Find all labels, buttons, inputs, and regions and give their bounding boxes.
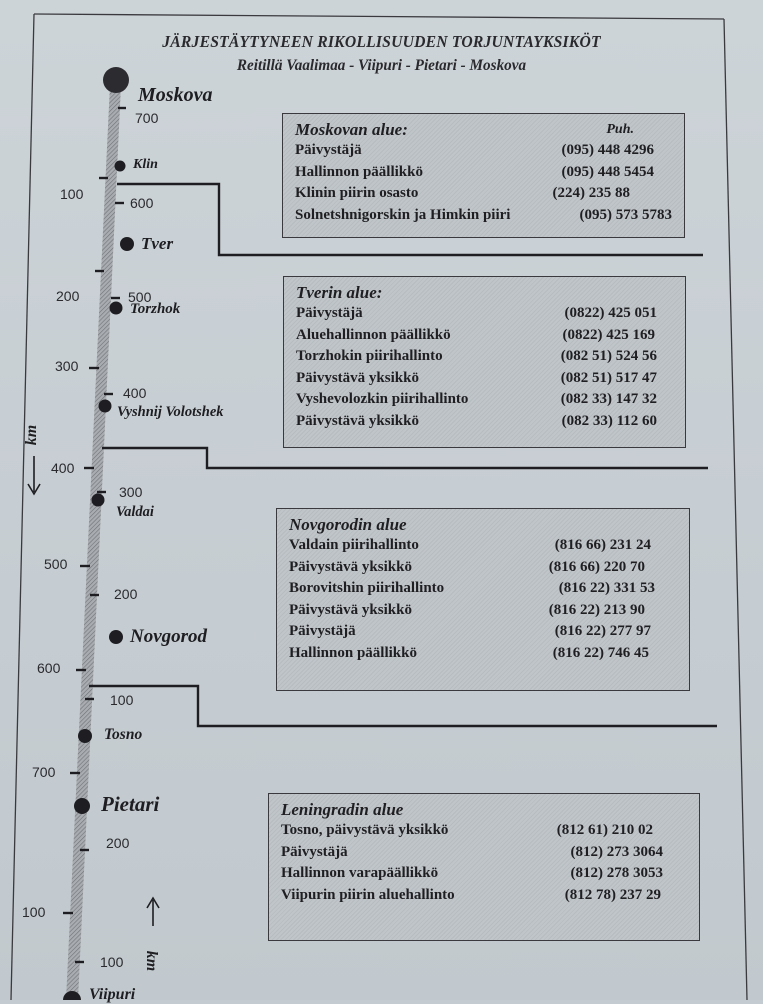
region-title: Tverin alue: xyxy=(296,283,383,302)
km-label-left: 700 xyxy=(32,764,56,780)
page-title: JÄRJESTÄYTYNEEN RIKOLLISUUDEN TORJUNTAYKSIKÖT xyxy=(162,32,601,51)
contact-phone: (082 33) 147 32 xyxy=(560,391,657,407)
city-label-klin: Klin xyxy=(133,157,158,172)
city-dot-tosno xyxy=(78,729,92,743)
contact-phone: (812) 273 3064 xyxy=(570,843,663,860)
contact-label: Borovitshin piirihallinto xyxy=(289,580,445,596)
contact-label: Hallinnon päällikkö xyxy=(289,644,417,661)
contact-row xyxy=(289,643,677,665)
contact-phone: (0822) 425 169 xyxy=(562,326,655,343)
km-unit-left: km xyxy=(23,424,41,446)
city-dot-vyshnij-volotshek xyxy=(99,400,112,413)
contact-phone: (816 22) 213 90 xyxy=(548,601,645,618)
contact-phone: (082 51) 517 47 xyxy=(560,369,657,386)
region-box-novgorod xyxy=(276,508,690,691)
km-label-right: 400 xyxy=(123,385,147,401)
contact-phone: (095) 448 4296 xyxy=(561,142,654,158)
contact-row xyxy=(296,303,673,325)
km-label-left: 200 xyxy=(56,288,80,304)
contact-row xyxy=(281,863,687,885)
city-dot-novgorod xyxy=(109,630,123,644)
frame-right-border xyxy=(724,19,747,1000)
contact-label: Klinin piirin osasto xyxy=(295,185,419,201)
page-subtitle: Reitillä Vaalimaa - Viipuri - Pietari - Moskova xyxy=(236,57,527,74)
km-label-left: 100 xyxy=(60,186,84,202)
region-title: Moskovan alue: xyxy=(295,120,408,139)
city-dot-valdai xyxy=(92,494,105,507)
contact-row xyxy=(296,411,673,433)
contact-label: Päivystäjä xyxy=(289,623,356,639)
region-title: Novgorodin alue xyxy=(289,515,407,534)
contact-label: Päivystäjä xyxy=(295,142,362,158)
contact-phone: (816 22) 277 97 xyxy=(554,623,651,639)
km-label-left: 500 xyxy=(44,556,68,572)
city-dot-pietari xyxy=(74,798,90,814)
city-label-torzhok: Torzhok xyxy=(130,301,181,317)
contact-row xyxy=(295,183,672,205)
km-label-right: 100 xyxy=(110,692,134,708)
contact-label: Hallinnon varapäällikkö xyxy=(281,865,439,881)
city-label-pietari: Pietari xyxy=(101,792,160,816)
contact-row xyxy=(289,621,677,643)
contact-phone: (812) 278 3053 xyxy=(570,865,663,881)
contact-phone: (816 22) 746 45 xyxy=(552,644,649,661)
region-box-tver xyxy=(283,276,686,448)
contact-phone: (082 33) 112 60 xyxy=(561,412,657,429)
region-box-leningrad xyxy=(268,793,700,941)
contact-phone: (095) 448 5454 xyxy=(561,163,654,180)
frame-top-border xyxy=(34,14,724,19)
city-label-moskova: Moskova xyxy=(138,84,213,106)
km-label-right: 100 xyxy=(100,954,124,970)
km-label-right: 500 xyxy=(128,289,152,305)
contact-row xyxy=(295,205,672,227)
contact-row xyxy=(296,346,673,368)
contact-label: Valdain piirihallinto xyxy=(289,537,419,553)
km-label-left: 400 xyxy=(51,460,75,476)
contact-phone: (082 51) 524 56 xyxy=(560,348,657,364)
contact-phone: (095) 573 5783 xyxy=(579,206,672,223)
contact-label: Päivystävä yksikkö xyxy=(289,601,412,618)
divider-novgorod-leningrad xyxy=(89,686,717,726)
km-label-right: 300 xyxy=(119,484,143,500)
city-label-viipuri: Viipuri xyxy=(89,986,136,1003)
region-title: Leningradin alue xyxy=(281,800,404,819)
contact-phone: (812 61) 210 02 xyxy=(556,822,653,838)
contact-label: Päivystäjä xyxy=(296,305,363,321)
contact-label: Vyshevolozkin piirihallinto xyxy=(296,391,469,407)
contact-phone: (224) 235 88 xyxy=(552,185,630,201)
contact-label: Tosno, päivystävä yksikkö xyxy=(281,822,449,838)
contact-row xyxy=(295,162,672,184)
contact-label: Hallinnon päällikkö xyxy=(295,163,423,180)
city-dot-torzhok xyxy=(110,302,123,315)
city-label-vyshnij-volotshek: Vyshnij Volotshek xyxy=(117,404,224,420)
contact-row xyxy=(281,842,687,864)
contact-phone: (0822) 425 051 xyxy=(564,305,657,321)
city-label-tver: Tver xyxy=(141,234,174,253)
city-label-tosno: Tosno xyxy=(104,726,143,743)
down-arrow-icon xyxy=(28,456,40,494)
contact-row xyxy=(289,578,677,600)
km-label-right: 200 xyxy=(106,835,130,851)
contact-row xyxy=(289,557,677,579)
km-label-left: 300 xyxy=(55,358,79,374)
km-label-right: 600 xyxy=(130,195,154,211)
contact-label: Päivystäjä xyxy=(281,843,348,860)
km-label-right: 200 xyxy=(114,586,138,602)
contact-row xyxy=(296,325,673,347)
km-label-left: 600 xyxy=(37,660,61,676)
city-label-valdai: Valdai xyxy=(116,504,154,520)
city-label-novgorod: Novgorod xyxy=(130,626,208,647)
contact-row xyxy=(289,535,677,557)
contact-phone: (812 78) 237 29 xyxy=(564,886,661,903)
km-label-left: 100 xyxy=(22,904,46,920)
contact-label: Torzhokin piirihallinto xyxy=(296,348,443,364)
km-unit-right: km xyxy=(143,950,161,972)
contact-label: Aluehallinnon päällikkö xyxy=(296,326,451,343)
contact-label: Päivystävä yksikkö xyxy=(296,412,419,429)
km-label-right: 700 xyxy=(135,110,159,126)
contact-row xyxy=(296,389,673,411)
city-dot-klin xyxy=(115,161,126,172)
up-arrow-icon xyxy=(147,898,159,926)
contact-phone: (816 66) 220 70 xyxy=(548,558,645,575)
contact-row xyxy=(281,885,687,907)
contact-label: Päivystävä yksikkö xyxy=(296,369,419,386)
contact-row xyxy=(281,820,687,842)
contact-row xyxy=(296,368,673,390)
contact-row xyxy=(295,140,672,162)
contact-phone: (816 22) 331 53 xyxy=(558,580,655,596)
divider-tver-novgorod xyxy=(102,448,708,468)
contact-phone: (816 66) 231 24 xyxy=(554,537,651,553)
contact-label: Viipurin piirin aluehallinto xyxy=(281,886,455,903)
contact-row xyxy=(289,600,677,622)
region-box-moskova xyxy=(282,113,685,238)
contact-label: Päivystävä yksikkö xyxy=(289,558,412,575)
contact-label: Solnetshnigorskin ja Himkin piiri xyxy=(295,206,511,223)
phone-column-header: Puh. xyxy=(606,122,634,137)
city-dot-tver xyxy=(120,237,134,251)
frame-left-border xyxy=(11,14,34,1000)
